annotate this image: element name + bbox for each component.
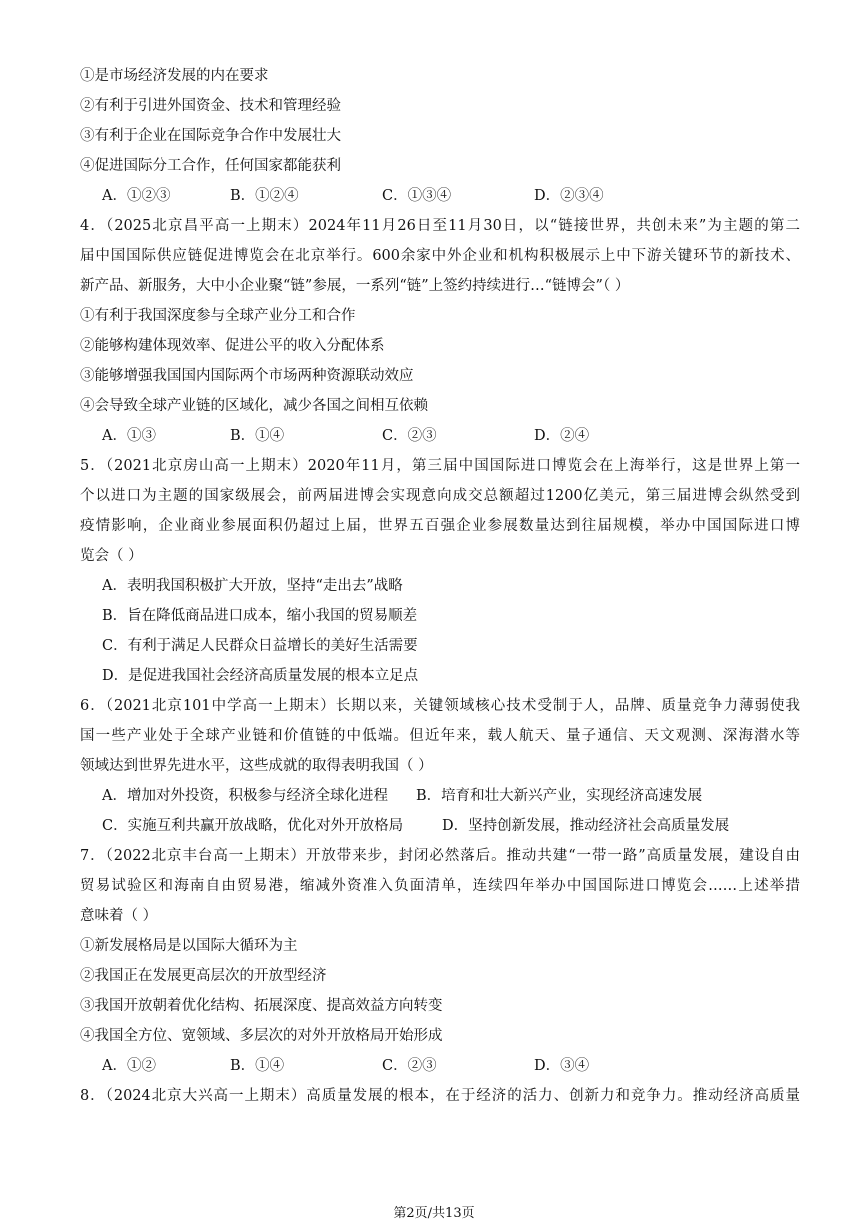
q6-option-c: C．实施互利共赢开放战略，优化对外开放格局 [102, 818, 404, 834]
q3-option-d: D．②③④ [534, 188, 604, 204]
q3-statement-4: ④促进国际分工合作，任何国家都能获利 [80, 158, 341, 174]
q5-option-a: A．表明我国积极扩大开放，坚持“走出去”战略 [102, 578, 403, 594]
q7-option-b: B．①④ [230, 1058, 285, 1074]
q3-option-b: B．①②④ [230, 188, 299, 204]
q3-option-a: A．①②③ [102, 188, 171, 204]
q3-options [80, 184, 800, 208]
q5-option-c: C．有利于满足人民群众日益增长的美好生活需要 [102, 638, 418, 654]
q4-statement-3: ③能够增强我国国内国际两个市场两种资源联动效应 [80, 368, 414, 384]
q5-stem-line-2: 个以进口为主题的国家级展会，前两届进博会实现意向成交总额超过1200亿美元，第三届进博会纵然受到 [80, 488, 800, 504]
q4-options [80, 424, 800, 448]
q4-option-a: A．①③ [102, 428, 156, 444]
q3-statement-3: ③有利于企业在国际竞争合作中发展壮大 [80, 128, 341, 144]
q5-stem-line-1: 5．（2021北京房山高一上期末）2020年11月，第三届中国国际进口博览会在上海举行，这是世界上第一 [80, 458, 800, 474]
q4-stem-line-3: 新产品、新服务，大中小企业聚“链”参展，一系列“链”上签约持续进行…“链博会”（ ） [80, 278, 630, 294]
q6-option-b: B．培育和壮大新兴产业，实现经济高速发展 [416, 788, 703, 804]
q7-statement-1: ①新发展格局是以国际大循环为主 [80, 938, 298, 954]
q7-statement-2: ②我国正在发展更高层次的开放型经济 [80, 968, 327, 984]
q6-options-row-1 [80, 784, 800, 808]
q6-options-row-2 [80, 814, 800, 838]
q6-stem-line-1: 6．（2021北京101中学高一上期末）长期以来，关键领域核心技术受制于人，品牌、质量竞争力薄弱使我 [80, 698, 800, 714]
q8-stem-line-1: 8．（2024北京大兴高一上期末）高质量发展的根本，在于经济的活力、创新力和竞争力。推动经济高质量 [80, 1088, 800, 1104]
q5-option-b: B．旨在降低商品进口成本，缩小我国的贸易顺差 [102, 608, 418, 624]
q5-stem-line-3: 疫情影响，企业商业参展面积仍超过上届，世界五百强企业参展数量达到往届规模，举办中国国际进口博 [80, 518, 800, 534]
q7-statement-3: ③我国开放朝着优化结构、拓展深度、提高效益方向转变 [80, 998, 443, 1014]
q5-stem-line-4: 览会（ ） [80, 548, 143, 564]
q3-statement-1: ①是市场经济发展的内在要求 [80, 68, 269, 84]
q7-statement-4: ④我国全方位、宽领域、多层次的对外开放格局开始形成 [80, 1028, 443, 1044]
q4-statement-4: ④会导致全球产业链的区域化，减少各国之间相互依赖 [80, 398, 428, 414]
q4-option-c: C．②③ [382, 428, 437, 444]
q7-stem-line-2: 贸易试验区和海南自由贸易港，缩减外资准入负面清单，连续四年举办中国国际进口博览会……上述举措 [80, 878, 800, 894]
q5-option-d: D．是促进我国社会经济高质量发展的根本立足点 [102, 668, 419, 684]
q7-option-a: A．①② [102, 1058, 156, 1074]
q7-option-d: D．③④ [534, 1058, 590, 1074]
q6-option-a: A．增加对外投资，积极参与经济全球化进程 [102, 788, 388, 804]
q3-statement-2: ②有利于引进外国资金、技术和管理经验 [80, 98, 341, 114]
q6-stem-line-2: 国一些产业处于全球产业链和价值链的中低端。但近年来，载人航天、量子通信、天文观测、深海潜水等 [80, 728, 800, 744]
q4-option-d: D．②④ [534, 428, 590, 444]
q6-stem-line-3: 领域达到世界先进水平，这些成就的取得表明我国（ ） [80, 758, 433, 774]
page-number: 第2页/共13页 [393, 1206, 475, 1221]
q7-options [80, 1054, 800, 1078]
q7-option-c: C．②③ [382, 1058, 437, 1074]
q4-option-b: B．①④ [230, 428, 285, 444]
q4-stem-line-2: 届中国国际供应链促进博览会在北京举行。600余家中外企业和机构积极展示上中下游关键环节的新技术、 [80, 248, 800, 264]
q4-stem-line-1: 4．（2025北京昌平高一上期末）2024年11月26日至11月30日，以“链接世界，共创未来”为主题的第二 [80, 218, 800, 234]
q4-statement-1: ①有利于我国深度参与全球产业分工和合作 [80, 308, 356, 324]
q7-stem-line-3: 意味着（ ） [80, 908, 158, 924]
q4-statement-2: ②能够构建体现效率、促进公平的收入分配体系 [80, 338, 385, 354]
q6-option-d: D．坚持创新发展，推动经济社会高质量发展 [442, 818, 730, 834]
q7-stem-line-1: 7．（2022北京丰台高一上期末）开放带来步，封闭必然落后。推动共建“一带一路”高质量发展，建设自由 [80, 848, 800, 864]
q3-option-c: C．①③④ [382, 188, 452, 204]
